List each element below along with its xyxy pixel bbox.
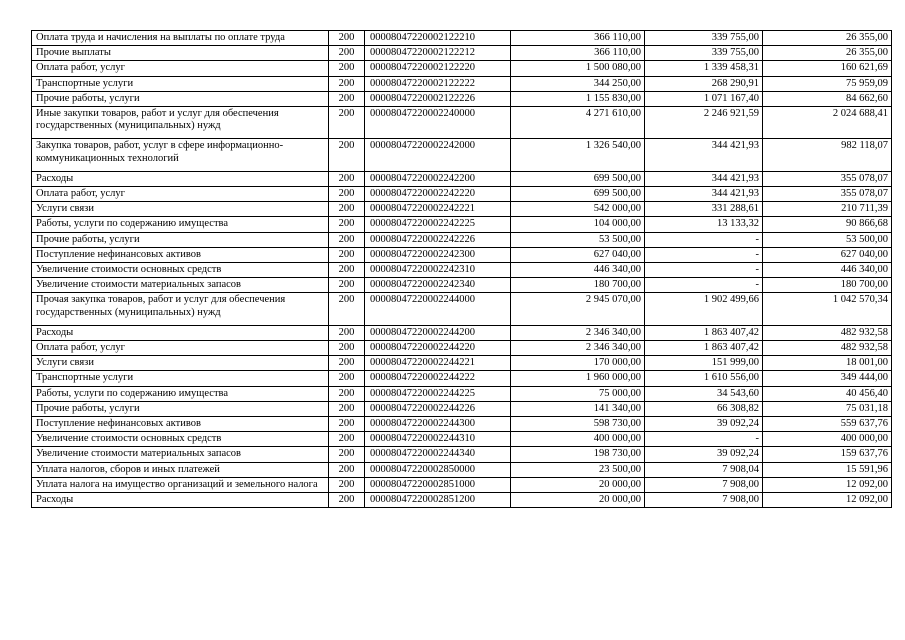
- row-name: Поступление нефинансовых активов: [32, 247, 329, 262]
- table-row: [32, 477, 892, 492]
- table-row: [32, 293, 892, 325]
- row-remainder: 982 118,07: [763, 139, 892, 171]
- row-executed: 151 999,00: [645, 356, 763, 371]
- row-code: 200: [329, 386, 365, 401]
- row-kbk: 00008047220002244220: [365, 341, 511, 356]
- row-name: Уплата налогов, сборов и иных платежей: [32, 462, 329, 477]
- row-code: 200: [329, 462, 365, 477]
- row-remainder: 12 092,00: [763, 477, 892, 492]
- row-kbk: 00008047220002242000: [365, 139, 511, 171]
- row-executed: 331 288,61: [645, 202, 763, 217]
- row-name: Транспортные услуги: [32, 76, 329, 91]
- table-row: [32, 139, 892, 171]
- row-executed: 34 543,60: [645, 386, 763, 401]
- row-plan: 104 000,00: [511, 217, 645, 232]
- row-code: 200: [329, 477, 365, 492]
- row-kbk: 00008047220002851200: [365, 493, 511, 508]
- row-code: 200: [329, 432, 365, 447]
- row-executed: -: [645, 432, 763, 447]
- row-plan: 1 500 080,00: [511, 61, 645, 76]
- row-remainder: 53 500,00: [763, 232, 892, 247]
- row-remainder: 159 637,76: [763, 447, 892, 462]
- row-plan: 75 000,00: [511, 386, 645, 401]
- row-kbk: 00008047220002122212: [365, 46, 511, 61]
- row-executed: 1 339 458,31: [645, 61, 763, 76]
- row-remainder: 349 444,00: [763, 371, 892, 386]
- row-kbk: 00008047220002122222: [365, 76, 511, 91]
- row-executed: 339 755,00: [645, 46, 763, 61]
- row-code: 200: [329, 493, 365, 508]
- row-executed: 344 421,93: [645, 139, 763, 171]
- row-plan: 1 960 000,00: [511, 371, 645, 386]
- row-name: Работы, услуги по содержанию имущества: [32, 217, 329, 232]
- row-kbk: 00008047220002244310: [365, 432, 511, 447]
- row-executed: 1 610 556,00: [645, 371, 763, 386]
- row-plan: 180 700,00: [511, 278, 645, 293]
- row-code: 200: [329, 139, 365, 171]
- row-kbk: 00008047220002244222: [365, 371, 511, 386]
- table-row: [32, 247, 892, 262]
- row-kbk: 00008047220002244226: [365, 401, 511, 416]
- row-plan: 23 500,00: [511, 462, 645, 477]
- row-kbk: 00008047220002242220: [365, 187, 511, 202]
- row-remainder: 1 042 570,34: [763, 293, 892, 325]
- row-kbk: 00008047220002122220: [365, 61, 511, 76]
- table-row: [32, 76, 892, 91]
- row-executed: 66 308,82: [645, 401, 763, 416]
- row-executed: 1 863 407,42: [645, 341, 763, 356]
- row-kbk: 00008047220002244225: [365, 386, 511, 401]
- row-remainder: 482 932,58: [763, 325, 892, 340]
- row-executed: 7 908,00: [645, 477, 763, 492]
- row-executed: -: [645, 263, 763, 278]
- row-plan: 2 945 070,00: [511, 293, 645, 325]
- row-code: 200: [329, 371, 365, 386]
- row-executed: 39 092,24: [645, 447, 763, 462]
- row-code: 200: [329, 61, 365, 76]
- row-name: Прочие работы, услуги: [32, 401, 329, 416]
- row-kbk: 00008047220002242226: [365, 232, 511, 247]
- row-remainder: 2 024 688,41: [763, 107, 892, 139]
- row-code: 200: [329, 202, 365, 217]
- row-name: Закупка товаров, работ, услуг в сфере информационно-коммуникационных технологий: [32, 139, 329, 171]
- row-code: 200: [329, 187, 365, 202]
- row-executed: 39 092,24: [645, 417, 763, 432]
- row-remainder: 180 700,00: [763, 278, 892, 293]
- row-plan: 198 730,00: [511, 447, 645, 462]
- row-code: 200: [329, 107, 365, 139]
- row-plan: 170 000,00: [511, 356, 645, 371]
- table-row: [32, 232, 892, 247]
- row-remainder: 18 001,00: [763, 356, 892, 371]
- row-kbk: 00008047220002242310: [365, 263, 511, 278]
- row-plan: 366 110,00: [511, 31, 645, 46]
- row-remainder: 482 932,58: [763, 341, 892, 356]
- table-row: [32, 61, 892, 76]
- row-code: 200: [329, 171, 365, 186]
- table-row: [32, 217, 892, 232]
- row-kbk: 00008047220002242340: [365, 278, 511, 293]
- row-kbk: 00008047220002244300: [365, 417, 511, 432]
- row-remainder: 90 866,68: [763, 217, 892, 232]
- row-plan: 2 346 340,00: [511, 325, 645, 340]
- table-row: [32, 417, 892, 432]
- row-name: Прочие выплаты: [32, 46, 329, 61]
- row-code: 200: [329, 31, 365, 46]
- row-executed: 13 133,32: [645, 217, 763, 232]
- row-remainder: 210 711,39: [763, 202, 892, 217]
- table-row: [32, 202, 892, 217]
- row-name: Оплата работ, услуг: [32, 341, 329, 356]
- row-remainder: 627 040,00: [763, 247, 892, 262]
- row-code: 200: [329, 278, 365, 293]
- row-plan: 2 346 340,00: [511, 341, 645, 356]
- row-remainder: 15 591,96: [763, 462, 892, 477]
- row-name: Поступление нефинансовых активов: [32, 417, 329, 432]
- row-executed: 268 290,91: [645, 76, 763, 91]
- row-name: Прочие работы, услуги: [32, 232, 329, 247]
- row-plan: 542 000,00: [511, 202, 645, 217]
- row-kbk: 00008047220002242221: [365, 202, 511, 217]
- row-name: Увеличение стоимости основных средств: [32, 263, 329, 278]
- table-row: [32, 341, 892, 356]
- row-plan: 627 040,00: [511, 247, 645, 262]
- row-code: 200: [329, 325, 365, 340]
- row-executed: -: [645, 278, 763, 293]
- row-remainder: 12 092,00: [763, 493, 892, 508]
- table-row: [32, 386, 892, 401]
- table-row: [32, 493, 892, 508]
- row-executed: 2 246 921,59: [645, 107, 763, 139]
- row-plan: 699 500,00: [511, 171, 645, 186]
- row-executed: 1 863 407,42: [645, 325, 763, 340]
- row-executed: 339 755,00: [645, 31, 763, 46]
- row-plan: 344 250,00: [511, 76, 645, 91]
- row-code: 200: [329, 417, 365, 432]
- row-code: 200: [329, 356, 365, 371]
- row-kbk: 00008047220002122226: [365, 91, 511, 106]
- table-row: [32, 187, 892, 202]
- row-code: 200: [329, 247, 365, 262]
- row-remainder: 355 078,07: [763, 171, 892, 186]
- row-name: Оплата работ, услуг: [32, 187, 329, 202]
- row-name: Иные закупки товаров, работ и услуг для обеспечения государственных (муниципальных) нужд: [32, 107, 329, 139]
- row-remainder: 75 031,18: [763, 401, 892, 416]
- row-executed: -: [645, 232, 763, 247]
- row-name: Оплата труда и начисления на выплаты по оплате труда: [32, 31, 329, 46]
- table-row: [32, 46, 892, 61]
- budget-execution-table: [31, 30, 892, 508]
- row-plan: 53 500,00: [511, 232, 645, 247]
- table-row: [32, 447, 892, 462]
- row-kbk: 00008047220002242200: [365, 171, 511, 186]
- row-name: Расходы: [32, 171, 329, 186]
- row-name: Услуги связи: [32, 202, 329, 217]
- row-kbk: 00008047220002244340: [365, 447, 511, 462]
- row-kbk: 00008047220002242300: [365, 247, 511, 262]
- table-row: [32, 462, 892, 477]
- row-name: Увеличение стоимости материальных запасов: [32, 278, 329, 293]
- row-name: Увеличение стоимости основных средств: [32, 432, 329, 447]
- table-row: [32, 401, 892, 416]
- row-plan: 446 340,00: [511, 263, 645, 278]
- row-kbk: 00008047220002242225: [365, 217, 511, 232]
- table-row: [32, 325, 892, 340]
- row-plan: 400 000,00: [511, 432, 645, 447]
- row-name: Увеличение стоимости материальных запасов: [32, 447, 329, 462]
- table-body: [32, 31, 892, 508]
- row-name: Транспортные услуги: [32, 371, 329, 386]
- row-code: 200: [329, 46, 365, 61]
- row-plan: 1 326 540,00: [511, 139, 645, 171]
- row-kbk: 00008047220002240000: [365, 107, 511, 139]
- row-plan: 20 000,00: [511, 477, 645, 492]
- row-executed: 7 908,00: [645, 493, 763, 508]
- row-plan: 1 155 830,00: [511, 91, 645, 106]
- row-name: Расходы: [32, 493, 329, 508]
- row-plan: 141 340,00: [511, 401, 645, 416]
- row-executed: 344 421,93: [645, 187, 763, 202]
- row-code: 200: [329, 447, 365, 462]
- row-remainder: 75 959,09: [763, 76, 892, 91]
- row-name: Уплата налога на имущество организаций и земельного налога: [32, 477, 329, 492]
- row-plan: 20 000,00: [511, 493, 645, 508]
- row-code: 200: [329, 91, 365, 106]
- table-row: [32, 356, 892, 371]
- row-remainder: 160 621,69: [763, 61, 892, 76]
- table-row: [32, 263, 892, 278]
- table-row: [32, 107, 892, 139]
- row-remainder: 26 355,00: [763, 31, 892, 46]
- row-code: 200: [329, 232, 365, 247]
- row-kbk: 00008047220002244000: [365, 293, 511, 325]
- row-executed: 1 071 167,40: [645, 91, 763, 106]
- row-remainder: 446 340,00: [763, 263, 892, 278]
- row-code: 200: [329, 401, 365, 416]
- table-row: [32, 278, 892, 293]
- table-row: [32, 171, 892, 186]
- row-name: Прочая закупка товаров, работ и услуг для обеспечения государственных (муниципальных) нужд: [32, 293, 329, 325]
- row-remainder: 559 637,76: [763, 417, 892, 432]
- row-code: 200: [329, 341, 365, 356]
- row-kbk: 00008047220002851000: [365, 477, 511, 492]
- row-plan: 366 110,00: [511, 46, 645, 61]
- row-executed: 1 902 499,66: [645, 293, 763, 325]
- row-code: 200: [329, 293, 365, 325]
- row-code: 200: [329, 76, 365, 91]
- row-plan: 699 500,00: [511, 187, 645, 202]
- row-name: Услуги связи: [32, 356, 329, 371]
- row-plan: 598 730,00: [511, 417, 645, 432]
- row-kbk: 00008047220002122210: [365, 31, 511, 46]
- row-remainder: 400 000,00: [763, 432, 892, 447]
- row-kbk: 00008047220002244200: [365, 325, 511, 340]
- row-name: Расходы: [32, 325, 329, 340]
- table-row: [32, 371, 892, 386]
- row-executed: 344 421,93: [645, 171, 763, 186]
- table-row: [32, 31, 892, 46]
- row-remainder: 26 355,00: [763, 46, 892, 61]
- table-row: [32, 91, 892, 106]
- row-remainder: 40 456,40: [763, 386, 892, 401]
- row-code: 200: [329, 263, 365, 278]
- row-executed: 7 908,04: [645, 462, 763, 477]
- row-remainder: 84 662,60: [763, 91, 892, 106]
- row-code: 200: [329, 217, 365, 232]
- row-kbk: 00008047220002850000: [365, 462, 511, 477]
- row-name: Прочие работы, услуги: [32, 91, 329, 106]
- table-row: [32, 432, 892, 447]
- row-plan: 4 271 610,00: [511, 107, 645, 139]
- row-remainder: 355 078,07: [763, 187, 892, 202]
- row-kbk: 00008047220002244221: [365, 356, 511, 371]
- row-name: Оплата работ, услуг: [32, 61, 329, 76]
- row-executed: -: [645, 247, 763, 262]
- row-name: Работы, услуги по содержанию имущества: [32, 386, 329, 401]
